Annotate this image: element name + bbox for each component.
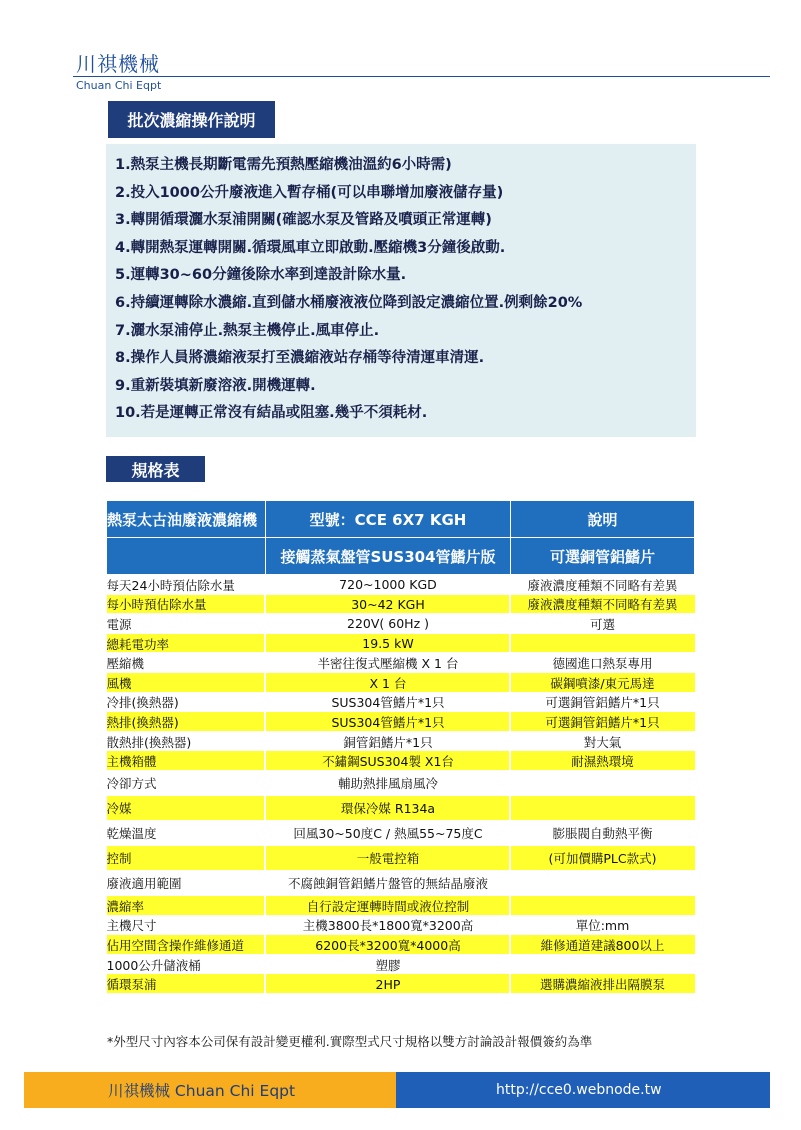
spec-label: 乾燥溫度 (106, 826, 157, 842)
spec-row (107, 751, 695, 771)
spec-label: 1000公升儲液桶 (106, 957, 201, 973)
spec-note: 對大氣 (583, 734, 622, 750)
footer-url-link[interactable]: http://cce0.webnode.tw (396, 1072, 770, 1108)
operation-steps-list (106, 144, 696, 428)
brand-name-english: Chuan Chi Eqpt (76, 79, 162, 92)
operation-step: 2.投入1000公升廢液進入暫存桶(可以串聯增加廢液儲存量) (115, 184, 504, 201)
spec-note: 可選銅管鋁鰭片*1只 (511, 712, 695, 732)
spec-note: (可加價購PLC款式) (511, 846, 695, 871)
footer-bar (24, 1072, 770, 1108)
spec-note (511, 871, 695, 896)
spec-header-description: 說明 (511, 501, 695, 538)
spec-row (107, 673, 695, 693)
spec-value: 220V( 60Hz ) (347, 616, 429, 632)
spec-table-body (107, 575, 695, 994)
operation-step: 8.操作人員將濃縮液泵打至濃縮液站存桶等待清運車清運. (115, 350, 485, 367)
spec-label: 主機尺寸 (106, 918, 157, 934)
spec-label: 循環泵浦 (107, 974, 266, 994)
spec-subheader-option: 可選銅管鋁鰭片 (511, 538, 695, 575)
spec-value: 回風30~50度C / 熱風55~75度C (293, 826, 483, 842)
operation-step: 4.轉開熱泵運轉開關.循環風車立即啟動.壓縮機3分鐘後啟動. (115, 239, 506, 256)
spec-row (107, 732, 695, 752)
spec-row (107, 575, 695, 595)
operation-instructions-box (106, 144, 696, 437)
spec-row (107, 821, 695, 846)
spec-subheader-blank (107, 538, 266, 575)
spec-label: 主機箱體 (107, 751, 266, 771)
spec-value: 環保冷媒 R134a (266, 796, 511, 821)
spec-note (511, 634, 695, 654)
spec-value: 主機3800長*1800寬*3200高 (302, 918, 474, 934)
spec-row (107, 871, 695, 896)
operation-step: 3.轉開循環灑水泵浦開關(確認水泵及管路及噴頭正常運轉) (115, 212, 492, 229)
spec-label: 風機 (107, 673, 266, 693)
spec-value: 30~42 KGH (266, 595, 511, 615)
spec-note: 選購濃縮液排出隔膜泵 (511, 974, 695, 994)
spec-section-title: 規格表 (106, 456, 205, 482)
spec-row (107, 846, 695, 871)
spec-value: 720~1000 KGD (339, 577, 437, 593)
spec-label: 壓縮機 (106, 656, 145, 672)
spec-row (107, 796, 695, 821)
operation-section-title: 批次濃縮操作說明 (108, 101, 275, 138)
operation-step: 7.灑水泵浦停止.熱泵主機停止.風車停止. (115, 322, 380, 339)
spec-row (107, 974, 695, 994)
spec-label: 總耗電功率 (107, 634, 266, 654)
spec-label: 廢液適用範圍 (106, 876, 182, 892)
spec-value: 一般電控箱 (266, 846, 511, 871)
spec-subheader-row (107, 538, 695, 575)
brand-name-chinese: 川祺機械 (76, 52, 160, 76)
spec-label: 冷媒 (107, 796, 266, 821)
spec-row (107, 653, 695, 673)
spec-label: 每天24小時預估除水量 (106, 577, 235, 593)
spec-subheader-version: 接觸蒸氣盤管SUS304管鰭片版 (266, 538, 511, 575)
spec-note: 廢液濃度種類不同略有差異 (527, 577, 678, 593)
spec-row (107, 935, 695, 955)
spec-value: 19.5 kW (266, 634, 511, 654)
spec-value: 銅管鋁鰭片*1只 (343, 734, 433, 750)
spec-row (107, 896, 695, 916)
spec-note (511, 771, 695, 796)
spec-label: 冷排(換熱器) (106, 695, 179, 711)
spec-note: 可選銅管鋁鰭片*1只 (545, 695, 660, 711)
spec-value: SUS304管鰭片*1只 (266, 712, 511, 732)
spec-value: X 1 台 (266, 673, 511, 693)
spec-value: 輔助熱排風扇風冷 (337, 776, 438, 792)
spec-value: 不腐蝕銅管鋁鰭片盤管的無結晶廢液 (287, 876, 488, 892)
spec-value: 6200長*3200寬*4000高 (266, 935, 511, 955)
spec-note: 膨脹閥自動熱平衡 (552, 826, 653, 842)
spec-table (106, 500, 695, 994)
spec-row (107, 771, 695, 796)
spec-note (511, 896, 695, 916)
spec-row (107, 634, 695, 654)
spec-label: 佔用空間含操作維修通道 (107, 935, 266, 955)
spec-label: 濃縮率 (107, 896, 266, 916)
operation-step: 6.持續運轉除水濃縮.直到儲水桶廢液液位降到設定濃縮位置.例剩餘20% (115, 294, 583, 311)
spec-row (107, 916, 695, 936)
operation-step: 1.熱泵主機長期斷電需先預熱壓縮機油溫約6小時需) (115, 157, 452, 173)
spec-row (107, 712, 695, 732)
spec-header-row (107, 501, 695, 538)
spec-label: 散熱排(換熱器) (106, 734, 192, 750)
footer-company: 川祺機械 Chuan Chi Eqpt (24, 1072, 396, 1108)
spec-note: 維修通道建議800以上 (511, 935, 695, 955)
spec-row (107, 595, 695, 615)
spec-header-model: 型號：CCE 6X7 KGH (266, 501, 511, 538)
spec-note: 德國進口熱泵專用 (552, 656, 653, 672)
spec-label: 控制 (107, 846, 266, 871)
spec-note: 耐濕熱環境 (511, 751, 695, 771)
spec-row (107, 614, 695, 634)
header-divider (73, 76, 770, 77)
spec-label: 每小時預估除水量 (107, 595, 266, 615)
spec-note (511, 796, 695, 821)
spec-value: 塑膠 (375, 957, 401, 973)
spec-label: 電源 (106, 616, 132, 632)
spec-value: 不鏽鋼SUS304製 X1台 (266, 751, 511, 771)
operation-step: 9.重新裝填新廢溶液.開機運轉. (115, 377, 316, 394)
spec-header-product: 熱泵太古油廢液濃縮機 (107, 501, 266, 538)
spec-row (107, 955, 695, 975)
spec-value: 半密往復式壓縮機 X 1 台 (317, 656, 459, 672)
spec-note: 單位:mm (575, 918, 630, 934)
spec-note: 可選 (589, 616, 615, 632)
spec-note: 碳鋼噴漆/東元馬達 (511, 673, 695, 693)
spec-value: 2HP (266, 974, 511, 994)
spec-label: 冷卻方式 (106, 776, 157, 792)
spec-note: 廢液濃度種類不同略有差異 (511, 595, 695, 615)
spec-label: 熱排(換熱器) (107, 712, 266, 732)
spec-value: 自行設定運轉時間或液位控制 (266, 896, 511, 916)
operation-step: 5.運轉30~60分鐘後除水率到達設計除水量. (115, 267, 407, 284)
operation-step: 10.若是運轉正常沒有結晶或阻塞.幾乎不須耗材. (115, 405, 428, 422)
spec-footnote: *外型尺寸內容本公司保有設計變更權利.實際型式尺寸規格以雙方討論設計報價簽約為準 (107, 1034, 593, 1049)
spec-value: SUS304管鰭片*1只 (331, 695, 445, 711)
spec-row (107, 693, 695, 713)
spec-note (511, 955, 695, 975)
